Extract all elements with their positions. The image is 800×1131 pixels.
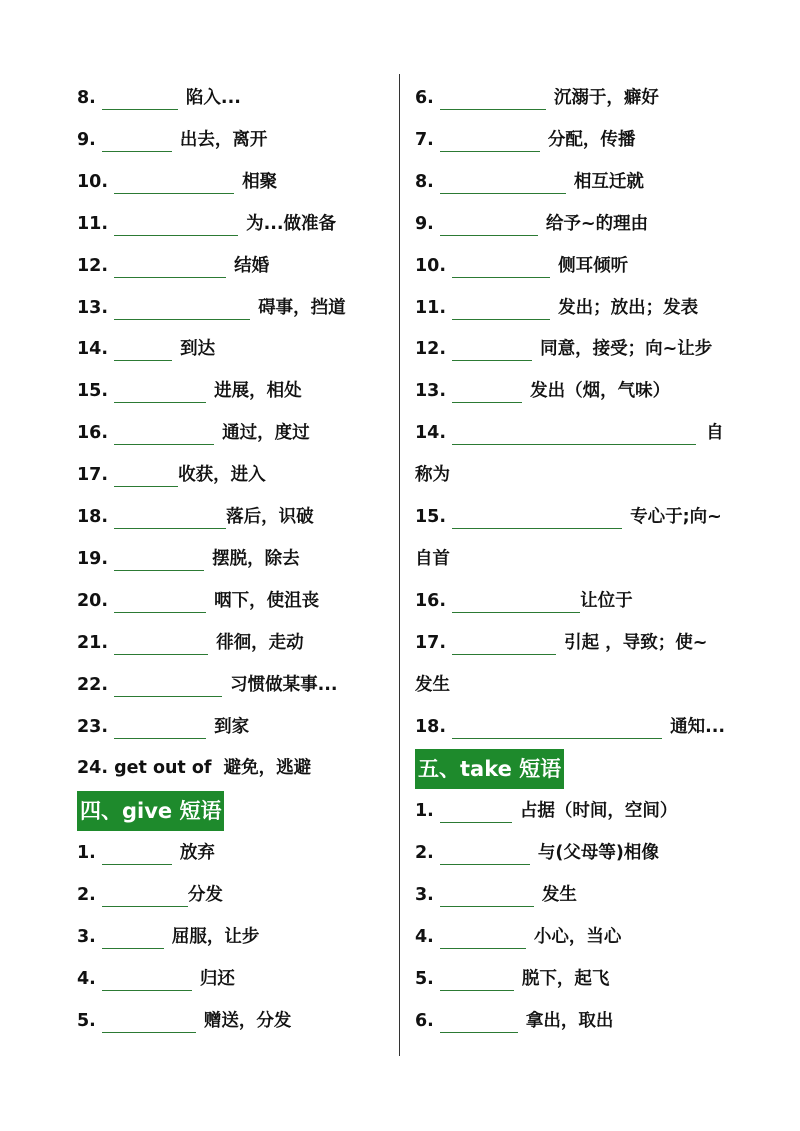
exercise-item bbox=[415, 832, 659, 874]
item-meaning: 摆脱，除去 bbox=[212, 548, 300, 569]
answer-blank[interactable] bbox=[114, 292, 250, 320]
item-meaning: 自首 bbox=[415, 548, 450, 569]
item-meaning: 发生 bbox=[541, 884, 577, 905]
item-number: 3. bbox=[415, 884, 434, 905]
exercise-item bbox=[77, 412, 310, 454]
exercise-item bbox=[77, 1000, 291, 1042]
item-number: 12. bbox=[415, 339, 447, 360]
item-number: 2. bbox=[415, 842, 434, 863]
exercise-item bbox=[415, 622, 707, 664]
item-meaning: 同意，接受；向~让步 bbox=[540, 339, 713, 360]
item-meaning: 结婚 bbox=[234, 255, 270, 276]
item-number: 4. bbox=[77, 968, 96, 989]
answer-blank[interactable] bbox=[102, 921, 164, 949]
item-meaning: 分配，传播 bbox=[547, 129, 636, 150]
item-number: 11. bbox=[77, 213, 109, 234]
item-meaning: 专心于;向~ bbox=[630, 507, 722, 527]
item-meaning: 徘徊，走动 bbox=[216, 632, 304, 653]
item-number: 10. bbox=[77, 171, 109, 192]
exercise-item bbox=[415, 119, 635, 161]
answer-blank[interactable] bbox=[452, 501, 622, 529]
item-number: 15. bbox=[77, 381, 109, 402]
item-meaning: 碍事，挡道 bbox=[258, 297, 346, 318]
answer-blank[interactable] bbox=[440, 208, 538, 236]
item-number: 13. bbox=[77, 297, 109, 318]
exercise-item bbox=[77, 370, 302, 412]
exercise-item bbox=[77, 77, 241, 119]
exercise-item bbox=[415, 287, 698, 329]
item-meaning: 称为 bbox=[415, 465, 450, 486]
item-number: 9. bbox=[415, 213, 434, 234]
exercise-item bbox=[77, 245, 269, 287]
item-meaning: 自 bbox=[706, 423, 724, 444]
exercise-item bbox=[77, 747, 311, 789]
item-meaning: 与(父母等)相像 bbox=[537, 842, 659, 863]
item-number: 8. bbox=[415, 171, 434, 192]
item-number: 22. bbox=[77, 674, 109, 695]
exercise-item bbox=[415, 1000, 613, 1042]
item-number: 16. bbox=[77, 423, 109, 444]
exercise-item bbox=[415, 706, 725, 748]
item-meaning: 引起 ，导致；使~ bbox=[564, 632, 708, 653]
answer-blank[interactable] bbox=[102, 124, 172, 152]
section-heading-take: 五、take 短语 bbox=[415, 749, 564, 789]
item-meaning: 收获，进入 bbox=[178, 465, 266, 486]
answer-blank[interactable] bbox=[114, 375, 206, 403]
item-meaning: 发出（烟，气味） bbox=[530, 381, 671, 402]
item-number: 11. bbox=[415, 297, 447, 318]
item-meaning: 为...做准备 bbox=[246, 213, 337, 234]
answer-blank[interactable] bbox=[114, 501, 226, 529]
item-number: 16. bbox=[415, 590, 447, 611]
item-meaning: 相聚 bbox=[242, 171, 278, 192]
answer-blank[interactable] bbox=[452, 585, 580, 613]
item-number: 9. bbox=[77, 129, 96, 150]
item-number: 1. bbox=[415, 801, 434, 821]
answer-blank[interactable] bbox=[114, 543, 204, 571]
item-number: 4. bbox=[415, 926, 434, 947]
exercise-item bbox=[415, 496, 722, 538]
answer-blank[interactable] bbox=[440, 963, 514, 991]
item-meaning: 小心，当心 bbox=[533, 926, 622, 947]
answer-blank[interactable] bbox=[114, 711, 206, 739]
answer-blank[interactable] bbox=[440, 82, 546, 110]
exercise-item bbox=[415, 203, 648, 245]
answer-blank[interactable] bbox=[452, 250, 550, 278]
answer-blank[interactable] bbox=[114, 585, 206, 613]
item-meaning: 避免，逃避 bbox=[223, 758, 312, 779]
item-meaning: 给予~的理由 bbox=[545, 213, 649, 234]
item-meaning: 放弃 bbox=[179, 843, 215, 863]
answer-blank[interactable] bbox=[102, 1005, 196, 1033]
answer-blank[interactable] bbox=[440, 124, 540, 152]
answer-blank[interactable] bbox=[440, 921, 526, 949]
answer-blank[interactable] bbox=[114, 333, 172, 361]
item-meaning: 通过，度过 bbox=[222, 423, 310, 444]
item-meaning: 赠送，分发 bbox=[203, 1010, 292, 1031]
item-number: 8. bbox=[77, 88, 96, 108]
exercise-item bbox=[415, 412, 724, 454]
item-number: 12. bbox=[77, 255, 109, 276]
answer-blank[interactable] bbox=[440, 879, 534, 907]
item-number: 21. bbox=[77, 632, 109, 653]
item-number: 6. bbox=[415, 1010, 434, 1031]
answer-blank[interactable] bbox=[114, 208, 238, 236]
answer-blank[interactable] bbox=[440, 166, 566, 194]
exercise-item bbox=[77, 916, 259, 958]
item-meaning: 分发 bbox=[187, 884, 223, 905]
item-number: 18. bbox=[415, 716, 447, 737]
exercise-item bbox=[77, 287, 346, 329]
item-meaning: 屈服，让步 bbox=[171, 926, 260, 947]
item-number: 3. bbox=[77, 926, 96, 947]
item-meaning: 到达 bbox=[180, 339, 216, 360]
exercise-item bbox=[77, 538, 300, 580]
item-meaning: 拿出，取出 bbox=[525, 1010, 614, 1031]
item-number: 5. bbox=[415, 968, 434, 989]
item-meaning: 沉溺于，癖好 bbox=[553, 88, 659, 108]
answer-blank[interactable] bbox=[114, 250, 226, 278]
answer-blank[interactable] bbox=[452, 292, 550, 320]
answer-blank[interactable] bbox=[452, 333, 532, 361]
item-number: 1. bbox=[77, 843, 96, 863]
column-divider bbox=[399, 74, 400, 1056]
item-meaning: 出去，离开 bbox=[179, 129, 268, 150]
item-number: 23. bbox=[77, 716, 109, 737]
item-meaning: 咽下，使沮丧 bbox=[214, 590, 320, 611]
item-number: 10. bbox=[415, 255, 447, 276]
item-meaning: 相互迁就 bbox=[573, 171, 644, 192]
answer-blank[interactable] bbox=[440, 1005, 518, 1033]
exercise-item bbox=[77, 874, 223, 916]
item-meaning: 到家 bbox=[214, 716, 250, 737]
exercise-item bbox=[415, 538, 450, 580]
item-meaning: 通知... bbox=[670, 716, 726, 737]
answer-blank[interactable] bbox=[440, 795, 512, 823]
exercise-item bbox=[415, 790, 677, 832]
item-meaning: 让位于 bbox=[580, 590, 633, 611]
item-number: 14. bbox=[77, 339, 109, 360]
answer-blank[interactable] bbox=[114, 669, 222, 697]
item-meaning: 习惯做某事... bbox=[230, 674, 338, 695]
answer-blank[interactable] bbox=[102, 82, 178, 110]
answer-blank[interactable] bbox=[102, 963, 192, 991]
exercise-item bbox=[77, 328, 215, 370]
exercise-item bbox=[77, 580, 319, 622]
answer-blank[interactable] bbox=[452, 627, 556, 655]
answer-blank[interactable] bbox=[452, 711, 662, 739]
exercise-item bbox=[77, 203, 336, 245]
exercise-item bbox=[415, 958, 609, 1000]
item-meaning: 发生 bbox=[415, 674, 450, 695]
item-number: 14. bbox=[415, 423, 447, 444]
item-meaning: 发出；放出；发表 bbox=[558, 297, 699, 318]
item-meaning: 落后，识破 bbox=[226, 507, 314, 527]
exercise-item bbox=[415, 454, 450, 496]
item-number: 6. bbox=[415, 88, 434, 108]
exercise-item bbox=[77, 706, 249, 748]
item-meaning: 进展，相处 bbox=[214, 381, 302, 402]
answer-blank[interactable] bbox=[452, 417, 696, 445]
item-meaning: 侧耳倾听 bbox=[558, 255, 629, 276]
exercise-item bbox=[415, 328, 712, 370]
exercise-item bbox=[77, 622, 304, 664]
item-meaning: 占据（时间，空间） bbox=[519, 801, 678, 821]
item-number: 19. bbox=[77, 548, 109, 569]
answer-blank[interactable] bbox=[102, 879, 188, 907]
section-heading-give: 四、give 短语 bbox=[77, 791, 224, 831]
answer-blank[interactable] bbox=[102, 837, 172, 865]
item-number: 24. get out of bbox=[77, 758, 212, 779]
item-number: 15. bbox=[415, 507, 447, 527]
answer-blank[interactable] bbox=[440, 837, 530, 865]
item-meaning: 陷入... bbox=[185, 88, 241, 108]
exercise-item bbox=[415, 77, 659, 119]
exercise-item bbox=[415, 370, 670, 412]
item-number: 17. bbox=[77, 465, 109, 486]
answer-blank[interactable] bbox=[114, 166, 234, 194]
exercise-item bbox=[415, 874, 577, 916]
exercise-item bbox=[77, 119, 267, 161]
exercise-item bbox=[77, 832, 215, 874]
answer-blank[interactable] bbox=[114, 627, 208, 655]
item-number: 5. bbox=[77, 1010, 96, 1031]
exercise-item bbox=[415, 245, 628, 287]
item-number: 7. bbox=[415, 129, 434, 150]
item-meaning: 归还 bbox=[199, 968, 235, 989]
answer-blank[interactable] bbox=[452, 375, 522, 403]
exercise-item bbox=[77, 496, 314, 538]
item-number: 2. bbox=[77, 884, 96, 905]
item-number: 13. bbox=[415, 381, 447, 402]
item-number: 20. bbox=[77, 590, 109, 611]
exercise-item bbox=[415, 664, 450, 706]
item-meaning: 脱下，起飞 bbox=[521, 968, 610, 989]
exercise-item bbox=[77, 161, 277, 203]
item-number: 17. bbox=[415, 632, 447, 653]
exercise-item bbox=[415, 916, 621, 958]
exercise-item bbox=[77, 664, 338, 706]
exercise-item bbox=[415, 161, 644, 203]
exercise-item bbox=[77, 958, 235, 1000]
answer-blank[interactable] bbox=[114, 417, 214, 445]
item-number: 18. bbox=[77, 507, 109, 527]
answer-blank[interactable] bbox=[114, 459, 178, 487]
exercise-item bbox=[77, 454, 266, 496]
exercise-item bbox=[415, 580, 633, 622]
